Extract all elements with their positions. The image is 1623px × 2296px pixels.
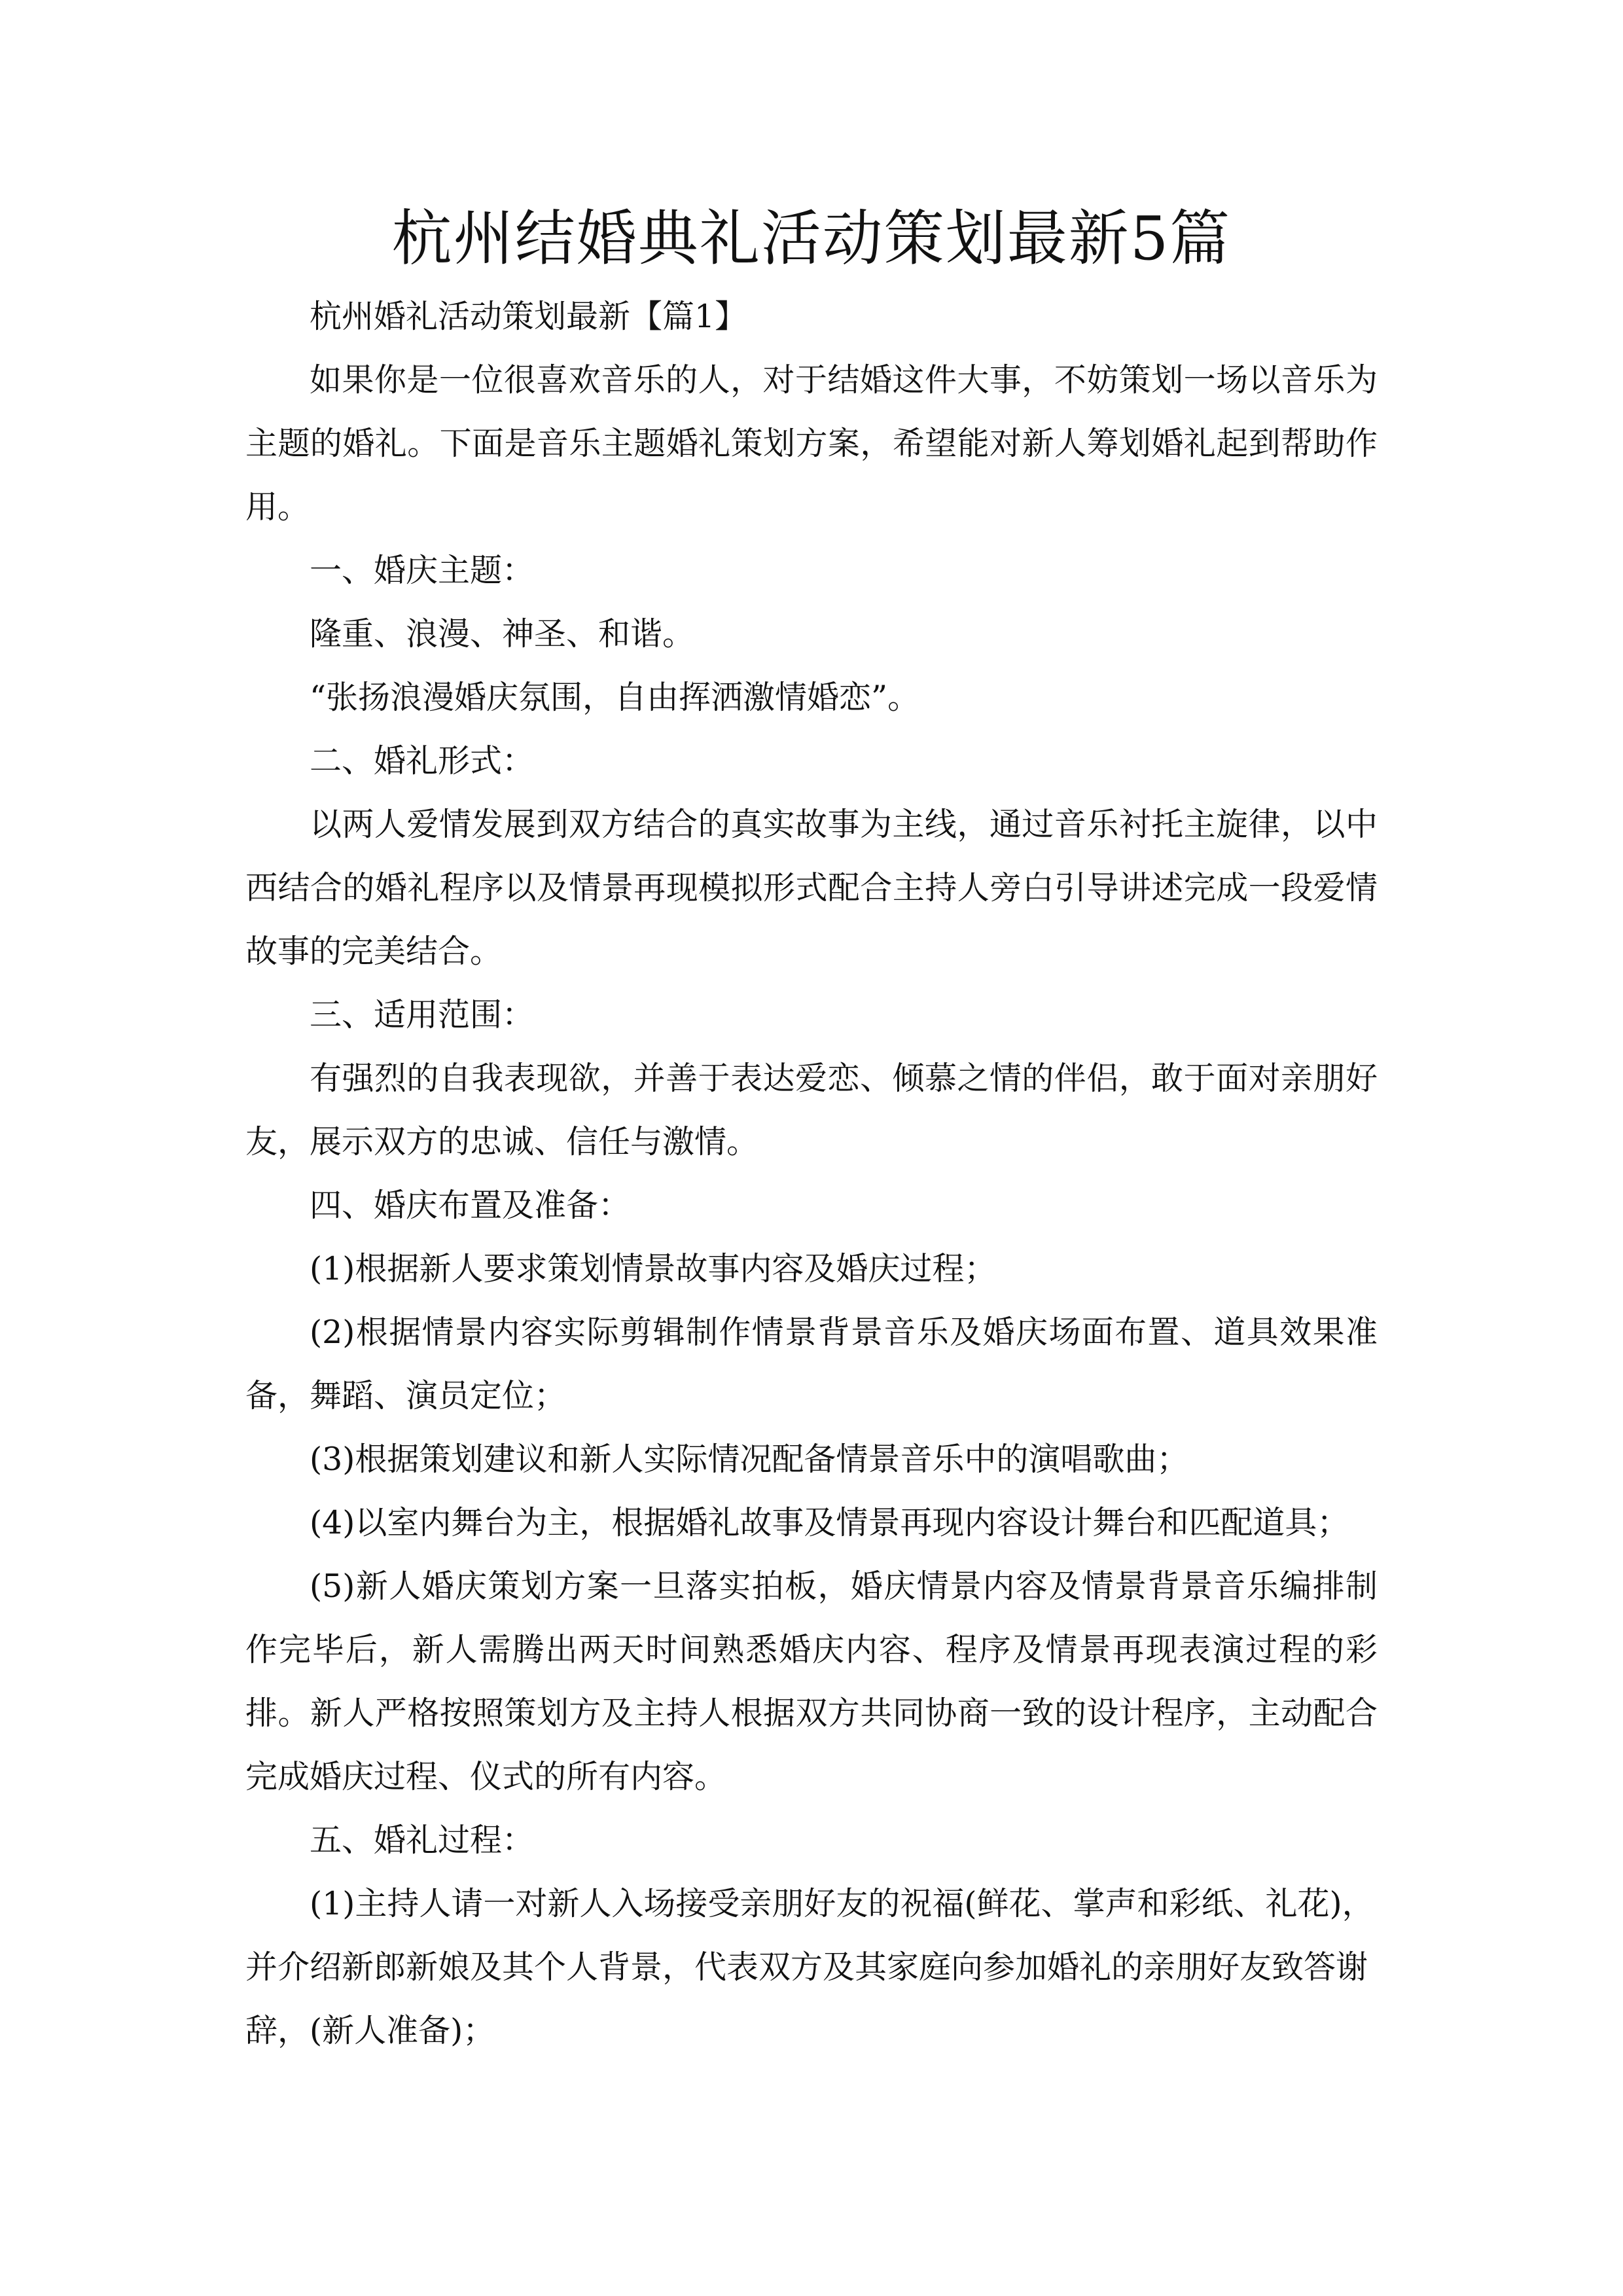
paragraph-form: 以两人爱情发展到双方结合的真实故事为主线，通过音乐衬托主旋律，以中西结合的婚礼程序以及情景再现模拟形式配合主持人旁白引导讲述完成一段爱情故事的完美结合。: [245, 806, 1378, 970]
paragraph-slogan: “张扬浪漫婚庆氛围，自由挥洒激情婚恋”。: [310, 679, 920, 716]
list-item-setup-3: (3)根据策划建议和新人实际情况配备情景音乐中的演唱歌曲；: [310, 1441, 1189, 1478]
list-item-setup-5: (5)新人婚庆策划方案一旦落实拍板，婚庆情景内容及情景背景音乐编排制作完毕后，新人需腾出两天时间熟悉婚庆内容、程序及情景再现表演过程的彩排。新人严格按照策划方及主持人根据双方共同协商一致的设计程序，主动配合完成婚庆过程、仪式的所有内容。: [245, 1568, 1378, 1795]
list-item-process-1: (1)主持人请一对新人入场接受亲朋好友的祝福(鲜花、掌声和彩纸、礼花)，并介绍新郎新娘及其个人背景，代表双方及其家庭向参加婚礼的亲朋好友致答谢辞，(新人准备)；: [245, 1885, 1374, 2049]
paragraph-intro: 如果你是一位很喜欢音乐的人，对于结婚这件大事，不妨策划一场以音乐为主题的婚礼。下面是音乐主题婚礼策划方案，希望能对新人筹划婚礼起到帮助作用。: [245, 361, 1378, 526]
heading-setup: 四、婚庆布置及准备：: [310, 1187, 631, 1224]
list-item-setup-1: (1)根据新人要求策划情景故事内容及婚庆过程；: [310, 1250, 997, 1287]
heading-form: 二、婚礼形式：: [310, 742, 535, 780]
heading-scope: 三、适用范围：: [310, 996, 535, 1033]
section-heading: 杭州婚礼活动策划最新【篇1】: [310, 298, 747, 335]
document-title: 杭州结婚典礼活动策划最新5篇: [391, 204, 1232, 274]
list-item-setup-2: (2)根据情景内容实际剪辑制作情景背景音乐及婚庆场面布置、道具效果准备，舞蹈、演员定位；: [245, 1314, 1378, 1414]
paragraph-theme: 隆重、浪漫、神圣、和谐。: [310, 615, 695, 653]
document-body: [245, 285, 1378, 2062]
heading-theme: 一、婚庆主题：: [310, 552, 535, 589]
heading-process: 五、婚礼过程：: [310, 1821, 535, 1859]
paragraph-scope: 有强烈的自我表现欲，并善于表达爱恋、倾慕之情的伴侣，敢于面对亲朋好友，展示双方的忠诚、信任与激情。: [245, 1060, 1378, 1160]
list-item-setup-4: (4)以室内舞台为主，根据婚礼故事及情景再现内容设计舞台和匹配道具；: [310, 1504, 1349, 1541]
